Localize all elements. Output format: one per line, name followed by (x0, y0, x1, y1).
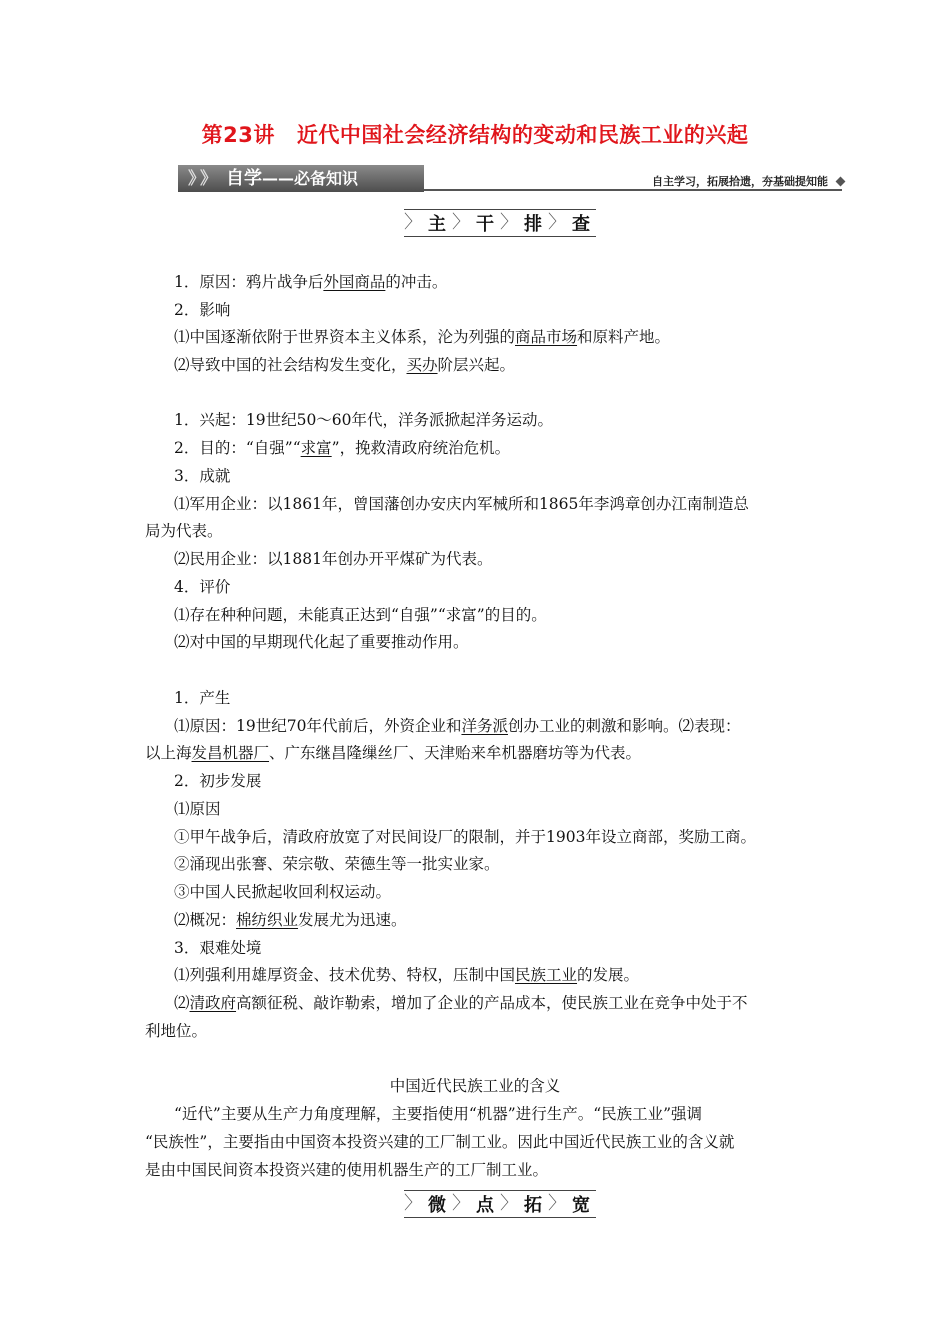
text-line: ③中国人民掀起收回利权运动。 (174, 883, 392, 901)
text-line: 1．产生 (174, 689, 231, 707)
text-line: ⑵对中国的早期现代化起了重要推动作用。 (174, 633, 469, 651)
chevron-icon: 〉 (404, 212, 422, 233)
text-line: 3．成就 (174, 467, 231, 485)
chevron-icon: 〉 (500, 212, 518, 233)
banner-slogan: 自主学习，拓展拾遗，夯基础提知能 (652, 175, 828, 188)
text-line: 是由中国民间资本投资兴建的使用机器生产的工厂制工业。 (145, 1161, 549, 1179)
lesson-title: 近代中国社会经济结构的变动和民族工业的兴起 (296, 123, 749, 147)
double-chevron-icon: 》 (188, 169, 205, 189)
diamond-icon (836, 177, 846, 187)
text-line: ⑴军用企业：以1861年，曾国藩创办安庆内军械所和1865年李鸿章创办江南制造总 (174, 495, 749, 513)
chevron-icon: 〉 (452, 212, 470, 233)
tag-char: 宽 (572, 1195, 590, 1216)
text-line: 3．艰难处境 (174, 939, 262, 957)
banner-heading-main: 自学 (226, 168, 262, 189)
text-line: 以上海发昌机器厂、广东继昌隆缫丝厂、天津贻来牟机器磨坊等为代表。 (145, 744, 642, 762)
chevron-icon: 〉 (404, 1193, 422, 1214)
text-line: 1．原因：鸦片战争后外国商品的冲击。 (174, 273, 448, 291)
banner-rule (424, 189, 842, 191)
text-line: ⑵导致中国的社会结构发生变化，买办阶层兴起。 (174, 356, 516, 374)
banner-heading (226, 165, 358, 192)
text-line: 2．目的：“自强”“求富”，挽救清政府统治危机。 (174, 439, 511, 457)
text-line: ⑴存在种种问题，未能真正达到“自强”“求富”的目的。 (174, 606, 547, 624)
tag-char: 点 (476, 1195, 494, 1216)
text-line: ⑴中国逐渐依附于世界资本主义体系，沦为列强的商品市场和原料产地。 (174, 328, 671, 346)
chevron-icon: 〉 (548, 212, 566, 233)
text-line: ⑴列强利用雄厚资金、技术优势、特权，压制中国民族工业的发展。 (174, 966, 640, 984)
text-line: ②涌现出张謇、荣宗敬、荣德生等一批实业家。 (174, 855, 500, 873)
tag-char: 排 (524, 214, 542, 235)
tag-char: 查 (572, 214, 590, 235)
page-title (0, 119, 950, 149)
lesson-number: 第23讲 (201, 123, 275, 147)
section-banner (178, 165, 846, 195)
tag-main-check (404, 209, 596, 237)
tag-char: 微 (428, 1195, 446, 1216)
text-line: “近代”主要从生产力角度理解，主要指使用“机器”进行生产。“民族工业”强调 (174, 1105, 703, 1123)
double-chevron-icon: 》 (200, 169, 217, 189)
chevron-icon: 〉 (548, 1193, 566, 1214)
chevron-icon: 〉 (500, 1193, 518, 1214)
tag-char: 拓 (524, 1195, 542, 1216)
chevron-icon: 〉 (452, 1193, 470, 1214)
text-line: ⑴原因 (174, 800, 221, 818)
text-line: 4．评价 (174, 578, 231, 596)
tag-extension (404, 1190, 596, 1218)
banner-heading-sub: ——必备知识 (262, 169, 359, 188)
tag-char: 主 (428, 214, 446, 235)
text-line: “民族性”，主要指由中国资本投资兴建的工厂制工业。因此中国近代民族工业的含义就 (145, 1133, 735, 1151)
note-title: 中国近代民族工业的含义 (389, 1077, 561, 1095)
text-line: 利地位。 (145, 1022, 208, 1040)
text-line: 1．兴起：19世纪50～60年代，洋务派掀起洋务运动。 (174, 411, 554, 429)
text-line: 2．初步发展 (174, 772, 262, 790)
text-line: 2．影响 (174, 301, 231, 319)
tag-char: 干 (476, 214, 494, 235)
text-line: ①甲午战争后，清政府放宽了对民间设厂的限制，并于1903年设立商部，奖励工商。 (174, 828, 756, 846)
text-line: ⑵概况：棉纺织业发展尤为迅速。 (174, 911, 407, 929)
text-line: ⑵民用企业：以1881年创办开平煤矿为代表。 (174, 550, 493, 568)
text-line: ⑴原因：19世纪70年代前后，外资企业和洋务派创办工业的刺激和影响。⑵表现： (174, 717, 741, 735)
text-line: 局为代表。 (145, 522, 223, 540)
text-line: ⑵清政府高额征税、敲诈勒索，增加了企业的产品成本，使民族工业在竞争中处于不 (174, 994, 748, 1012)
